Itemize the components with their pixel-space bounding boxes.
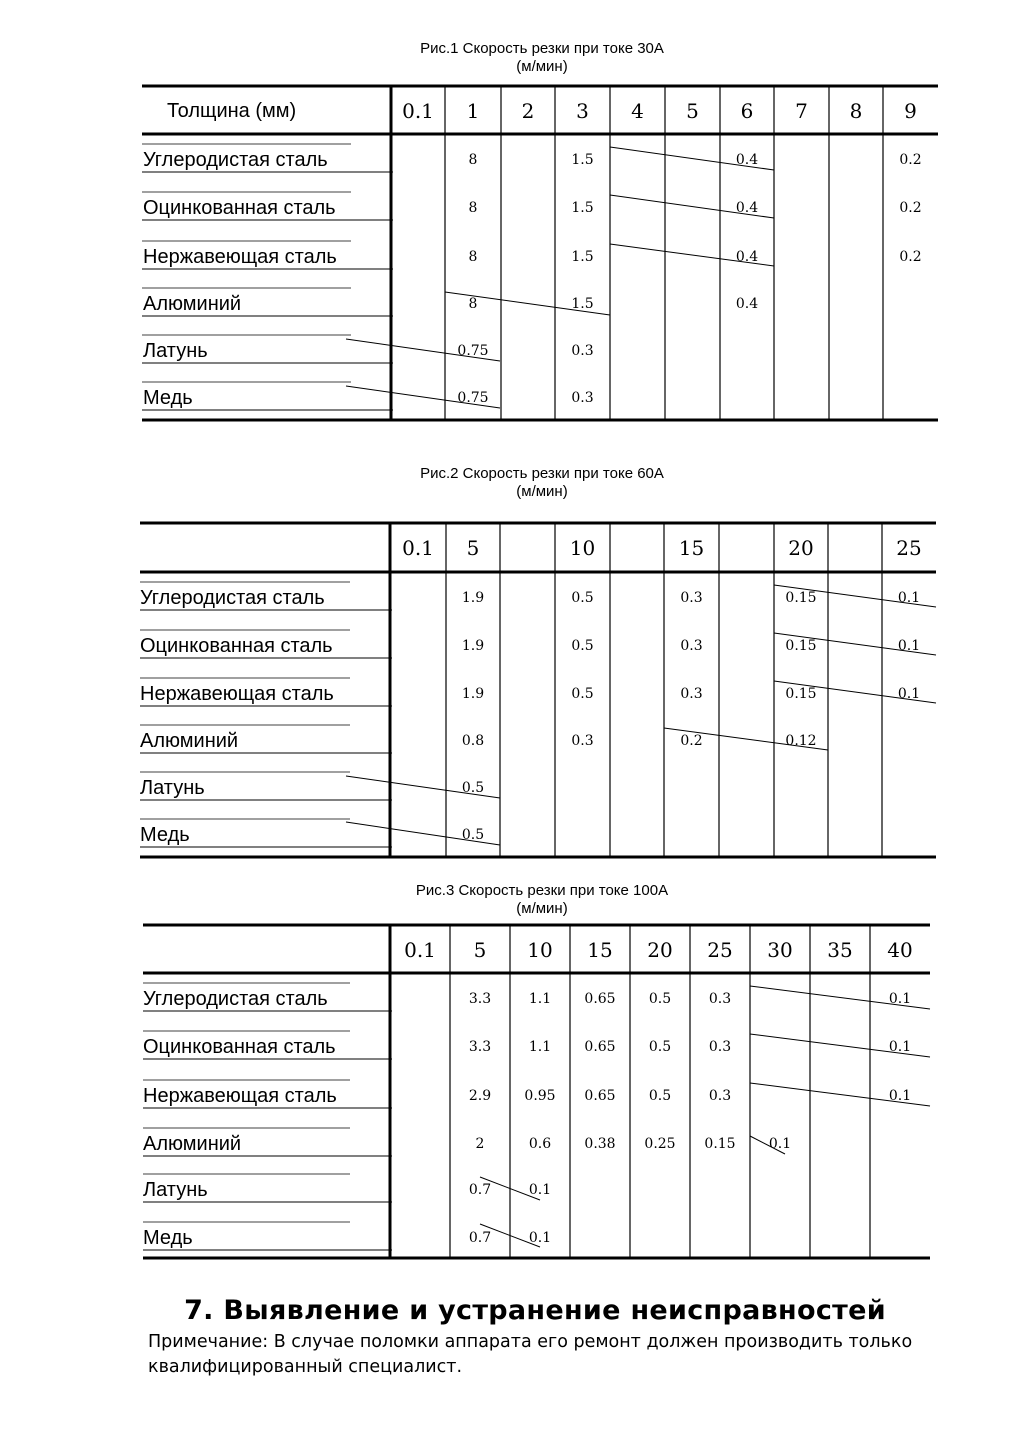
table2-row-label: Оцинкованная сталь xyxy=(140,635,333,657)
table3-title-line2: (м/мин) xyxy=(516,900,568,917)
table2-title-line1: Рис.2 Скорость резки при токе 60А xyxy=(420,465,664,482)
table2-column-header: 5 xyxy=(466,536,480,560)
table2-value-cell: 0.5 xyxy=(461,827,485,843)
table2-value-cell: 0.3 xyxy=(571,733,594,749)
table2-row-label: Латунь xyxy=(140,777,205,799)
table3-value-cell: 0.6 xyxy=(528,1136,552,1152)
table3-value-cell: 1.1 xyxy=(528,991,552,1007)
table1-value-cell: 0.4 xyxy=(735,249,759,265)
table3-column-header: 0.1 xyxy=(404,938,436,962)
table3-value-cell: 0.5 xyxy=(648,1039,672,1055)
table3-column-header: 30 xyxy=(767,938,793,962)
table1-column-header: 9 xyxy=(904,99,917,123)
table3-row-label: Латунь xyxy=(143,1179,208,1201)
table3-value-cell: 0.5 xyxy=(648,991,672,1007)
table3-value-cell: 0.7 xyxy=(468,1182,492,1198)
table1-value-cell: 0.75 xyxy=(457,390,489,406)
table1-row-label: Латунь xyxy=(143,340,208,362)
table1-value-cell: 0.2 xyxy=(899,200,922,216)
table1-value-cell: 0.4 xyxy=(735,296,759,312)
table3-value-cell: 0.1 xyxy=(528,1230,552,1246)
table1-value-cell: 1.5 xyxy=(571,200,594,216)
table2-column-header: 15 xyxy=(678,536,705,560)
table3-value-cell: 0.25 xyxy=(644,1136,676,1152)
table2-value-cell: 0.12 xyxy=(785,733,817,749)
table3-value-cell: 0.1 xyxy=(528,1182,552,1198)
table1-header-label: Толщина (мм) xyxy=(167,100,297,122)
table3-column-header: 5 xyxy=(473,938,487,962)
table1-value-cell: 0.2 xyxy=(899,152,922,168)
table3-value-cell: 0.1 xyxy=(768,1136,792,1152)
table3-value-cell: 3.3 xyxy=(468,1039,492,1055)
table1-column-header: 1 xyxy=(466,99,480,123)
section-note: Примечание: В случае поломки аппарата его ремонт должен производить только квалифицированный специалист. xyxy=(148,1332,913,1377)
table1-column-header: 6 xyxy=(740,99,754,123)
table1-value-cell: 0.75 xyxy=(457,343,489,359)
table1-column-header: 7 xyxy=(795,99,808,123)
table1-row-label: Оцинкованная сталь xyxy=(143,197,336,219)
table3-row-label: Углеродистая сталь xyxy=(143,988,328,1010)
table3-row-label: Медь xyxy=(143,1227,193,1249)
table2-column-header: 0.1 xyxy=(402,536,434,560)
table1-column-header: 2 xyxy=(521,99,535,123)
table2-value-cell: 0.5 xyxy=(571,638,594,654)
table3-value-cell: 3.3 xyxy=(468,991,492,1007)
table1-row-label: Нержавеющая сталь xyxy=(143,246,337,268)
table2-row-label: Углеродистая сталь xyxy=(140,587,325,609)
table1-row-label: Алюминий xyxy=(143,293,242,315)
table2-row-label: Нержавеющая сталь xyxy=(140,683,334,705)
table3-column-header: 40 xyxy=(887,938,913,962)
table2-row-label: Медь xyxy=(140,824,190,846)
table1-column-header: 8 xyxy=(849,99,863,123)
table3-column-header: 20 xyxy=(647,938,673,962)
table3-row-label: Оцинкованная сталь xyxy=(143,1036,336,1058)
table1-column-header: 0.1 xyxy=(402,99,434,123)
table3-value-cell: 0.3 xyxy=(708,991,732,1007)
table2-value-cell: 0.3 xyxy=(680,590,703,606)
table2-value-cell: 0.15 xyxy=(785,638,817,654)
table2-value-cell: 0.5 xyxy=(571,686,594,702)
table1-value-cell: 1.5 xyxy=(571,296,594,312)
table1-value-cell: 0.3 xyxy=(571,343,594,359)
table1-row-label: Углеродистая сталь xyxy=(143,149,328,171)
table3-value-cell: 0.1 xyxy=(888,1088,912,1104)
table2-value-cell: 0.1 xyxy=(897,638,921,654)
table3-value-cell: 0.5 xyxy=(648,1088,672,1104)
table2-value-cell: 0.3 xyxy=(680,686,703,702)
table1-row-label: Медь xyxy=(143,387,193,409)
table3-column-header: 25 xyxy=(707,938,733,962)
table1-value-cell: 0.2 xyxy=(899,249,922,265)
table2-value-cell: 0.5 xyxy=(571,590,594,606)
table3-column-header: 35 xyxy=(827,938,853,962)
table2-value-cell: 0.5 xyxy=(461,780,485,796)
table1-column-header: 3 xyxy=(576,99,589,123)
table2-column-header: 25 xyxy=(896,536,922,560)
table3-column-header: 15 xyxy=(587,938,613,962)
table2-value-cell: 0.8 xyxy=(461,733,485,749)
table1-value-cell: 0.4 xyxy=(735,200,759,216)
section-title: 7. Выявление и устранение неисправностей xyxy=(184,1295,886,1326)
table3-value-cell: 0.7 xyxy=(468,1230,492,1246)
table3-column-header: 10 xyxy=(527,938,553,962)
table1-value-cell: 8 xyxy=(468,152,478,168)
table2-row-label: Алюминий xyxy=(140,730,239,752)
table3-value-cell: 0.3 xyxy=(708,1088,732,1104)
table2-value-cell: 0.3 xyxy=(680,638,703,654)
table3-title-line1: Рис.3 Скорость резки при токе 100А xyxy=(415,882,669,899)
table1-title-line1: Рис.1 Скорость резки при токе 30А xyxy=(420,40,664,57)
table3-value-cell: 0.65 xyxy=(584,1088,616,1104)
table1-column-header: 5 xyxy=(686,99,699,123)
table2-value-cell: 1.9 xyxy=(461,590,485,606)
table3-value-cell: 1.1 xyxy=(528,1039,552,1055)
table2-value-cell: 0.1 xyxy=(897,590,921,606)
table2-title-line2: (м/мин) xyxy=(516,483,568,500)
table2-value-cell: 0.15 xyxy=(785,686,817,702)
table3-value-cell: 2 xyxy=(475,1136,485,1152)
table2-column-header: 10 xyxy=(569,536,596,560)
table3-value-cell: 0.3 xyxy=(708,1039,732,1055)
table1-value-cell: 0.4 xyxy=(735,152,759,168)
table3-row-label: Алюминий xyxy=(143,1133,242,1155)
table2-value-cell: 0.15 xyxy=(785,590,817,606)
table1-value-cell: 8 xyxy=(468,249,478,265)
table2-value-cell: 0.1 xyxy=(897,686,921,702)
table1-value-cell: 1.5 xyxy=(571,152,594,168)
table3-row-label: Нержавеющая сталь xyxy=(143,1085,337,1107)
table3-value-cell: 0.95 xyxy=(524,1088,556,1104)
table2-column-header: 20 xyxy=(788,536,814,560)
table2-value-cell: 1.9 xyxy=(461,686,485,702)
table3-value-cell: 0.1 xyxy=(888,1039,912,1055)
table1-value-cell: 1.5 xyxy=(571,249,594,265)
table1-value-cell: 8 xyxy=(468,200,478,216)
table3-value-cell: 0.15 xyxy=(704,1136,736,1152)
table2-value-cell: 0.2 xyxy=(680,733,703,749)
table3-value-cell: 0.1 xyxy=(888,991,912,1007)
table1-title-line2: (м/мин) xyxy=(516,58,568,75)
table3-value-cell: 2.9 xyxy=(468,1088,492,1104)
table2-value-cell: 1.9 xyxy=(461,638,485,654)
table3-value-cell: 0.38 xyxy=(584,1136,616,1152)
table1-value-cell: 0.3 xyxy=(571,390,594,406)
table3-value-cell: 0.65 xyxy=(584,1039,616,1055)
table1-column-header: 4 xyxy=(631,99,644,123)
table1-value-cell: 8 xyxy=(468,296,478,312)
table3-value-cell: 0.65 xyxy=(584,991,616,1007)
